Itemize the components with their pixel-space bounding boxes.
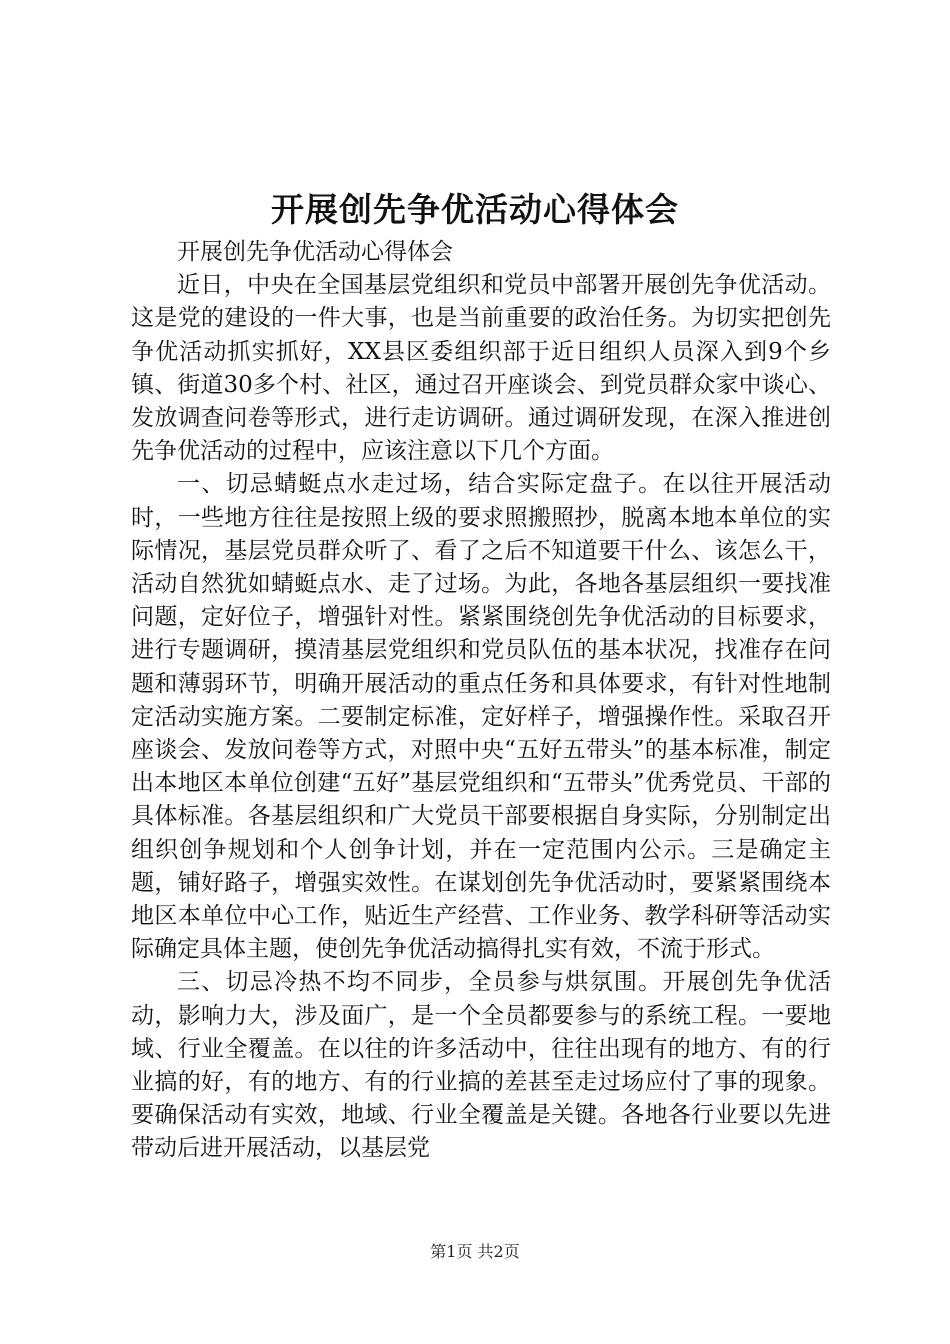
paragraph-intro: 近日，中央在全国基层党组织和党员中部署开展创先争优活动。这是党的建设的一件大事，也是当前重要的政治任务。为切实把创先争优活动抓实抓好，XX县区委组织部于近日组织人员深入到9个乡镇、街道30多个村、社区，通过召开座谈会、到党员群众家中谈心、发放调查问卷等形式，进行走访调研。通过调研发现，在深入推进创先争优活动的过程中，应该注意以下几个方面。 <box>131 272 831 465</box>
document-body <box>131 236 831 1166</box>
document-title: 开展创先争优活动心得体会 <box>271 190 679 229</box>
page-footer: 第1页 共2页 <box>430 1242 520 1261</box>
paragraph-section-one: 一、切忌蜻蜓点水走过场，结合实际定盘子。在以往开展活动时，一些地方往往是按照上级的要求照搬照抄，脱离本地本单位的实际情况，基层党员群众听了、看了之后不知道要干什么、该怎么干，活动自然犹如蜻蜓点水、走了过场。为此，各地各基层组织一要找准问题，定好位子，增强针对性。紧紧围绕创先争优活动的目标要求，进行专题调研，摸清基层党组织和党员队伍的基本状况，找准存在问题和薄弱环节，明确开展活动的重点任务和具体要求，有针对性地制定活动实施方案。二要制定标准，定好样子，增强操作性。采取召开座谈会、发放问卷等方式，对照中央“五好五带头”的基本标准，制定出本地区本单位创建“五好”基层党组织和“五带头”优秀党员、干部的具体标准。各基层组织和广大党员干部要根据自身实际，分别制定出组织创争规划和个人创争计划，并在一定范围内公示。三是确定主题，铺好路子，增强实效性。在谋划创先争优活动时，要紧紧围绕本地区本单位中心工作，贴近生产经营、工作业务、教学科研等活动实际确定具体主题，使创先争优活动搞得扎实有效，不流于形式。 <box>131 471 831 963</box>
paragraph-subtitle: 开展创先争优活动心得体会 <box>177 239 453 265</box>
paragraph-section-three: 三、切忌冷热不均不同步，全员参与烘氛围。开展创先争优活动，影响力大，涉及面广，是一个全员都要参与的系统工程。一要地域、行业全覆盖。在以往的许多活动中，往往出现有的地方、有的行业搞的好，有的地方、有的行业搞的差甚至走过场应付了事的现象。要确保活动有实效，地域、行业全覆盖是关键。各地各行业要以先进带动后进开展活动，以基层党 <box>131 969 831 1162</box>
